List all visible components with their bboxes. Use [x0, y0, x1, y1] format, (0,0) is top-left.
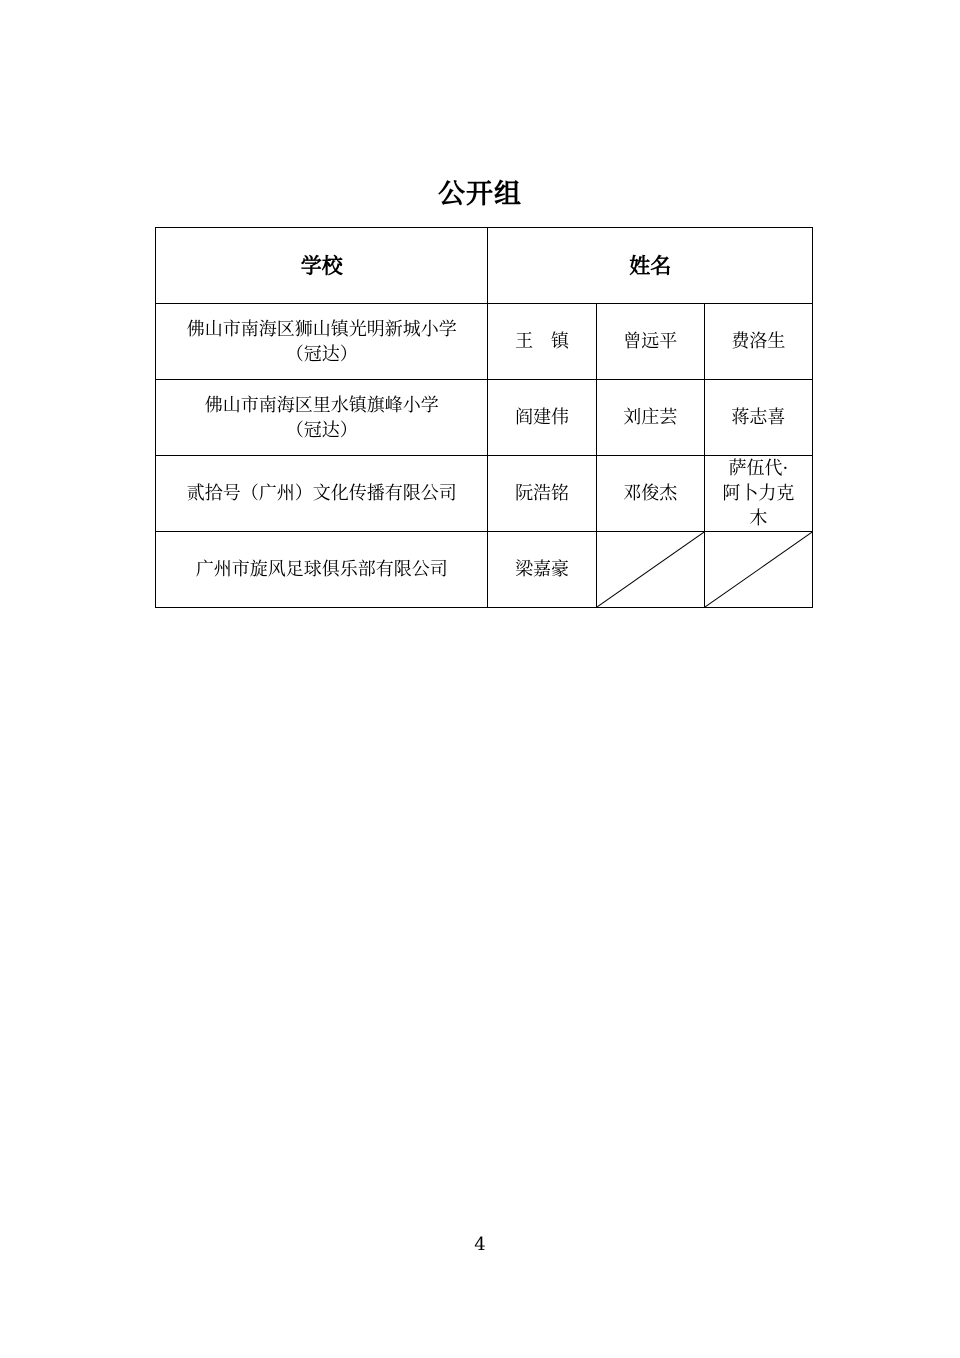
school-cell	[156, 456, 488, 532]
name-line: 木	[749, 508, 768, 529]
table-row	[156, 456, 813, 532]
name-cell: 蒋志喜	[704, 380, 812, 456]
name-line: 萨伍代·	[728, 458, 789, 479]
school-note: （冠达）	[285, 343, 358, 365]
school-name: 广州市旋风足球俱乐部有限公司	[195, 559, 448, 580]
school-name: 佛山市南海区里水镇旗峰小学	[204, 394, 439, 416]
school-cell	[156, 304, 488, 380]
name-line: 阿卜力克	[722, 483, 795, 504]
school-cell	[156, 380, 488, 456]
page-number: 4	[474, 1234, 486, 1255]
name-cell: 王 镇	[488, 304, 596, 380]
name-cell: 阎建伟	[488, 380, 596, 456]
table-row	[156, 532, 813, 608]
school-cell	[156, 532, 488, 608]
roster-table	[155, 227, 813, 608]
name-cell: 费洛生	[704, 304, 812, 380]
empty-cell-diagonal	[704, 532, 812, 608]
table-header-row	[156, 228, 813, 304]
header-school: 学校	[156, 228, 488, 304]
diagonal-line	[705, 532, 812, 607]
name-cell: 刘庄芸	[596, 380, 704, 456]
page-title: 公开组	[438, 179, 522, 210]
name-cell: 阮浩铭	[488, 456, 596, 532]
diagonal-line	[597, 532, 704, 607]
name-cell: 邓俊杰	[596, 456, 704, 532]
name-cell: 梁嘉豪	[488, 532, 596, 608]
school-note: （冠达）	[285, 419, 358, 441]
table-row	[156, 304, 813, 380]
school-name: 贰拾号（广州）文化传播有限公司	[186, 483, 457, 504]
table-row	[156, 380, 813, 456]
empty-cell-diagonal	[596, 532, 704, 608]
name-cell: 曾远平	[596, 304, 704, 380]
header-name: 姓名	[488, 228, 813, 304]
name-cell-multiline	[704, 456, 812, 532]
school-name: 佛山市南海区狮山镇光明新城小学	[186, 318, 457, 340]
